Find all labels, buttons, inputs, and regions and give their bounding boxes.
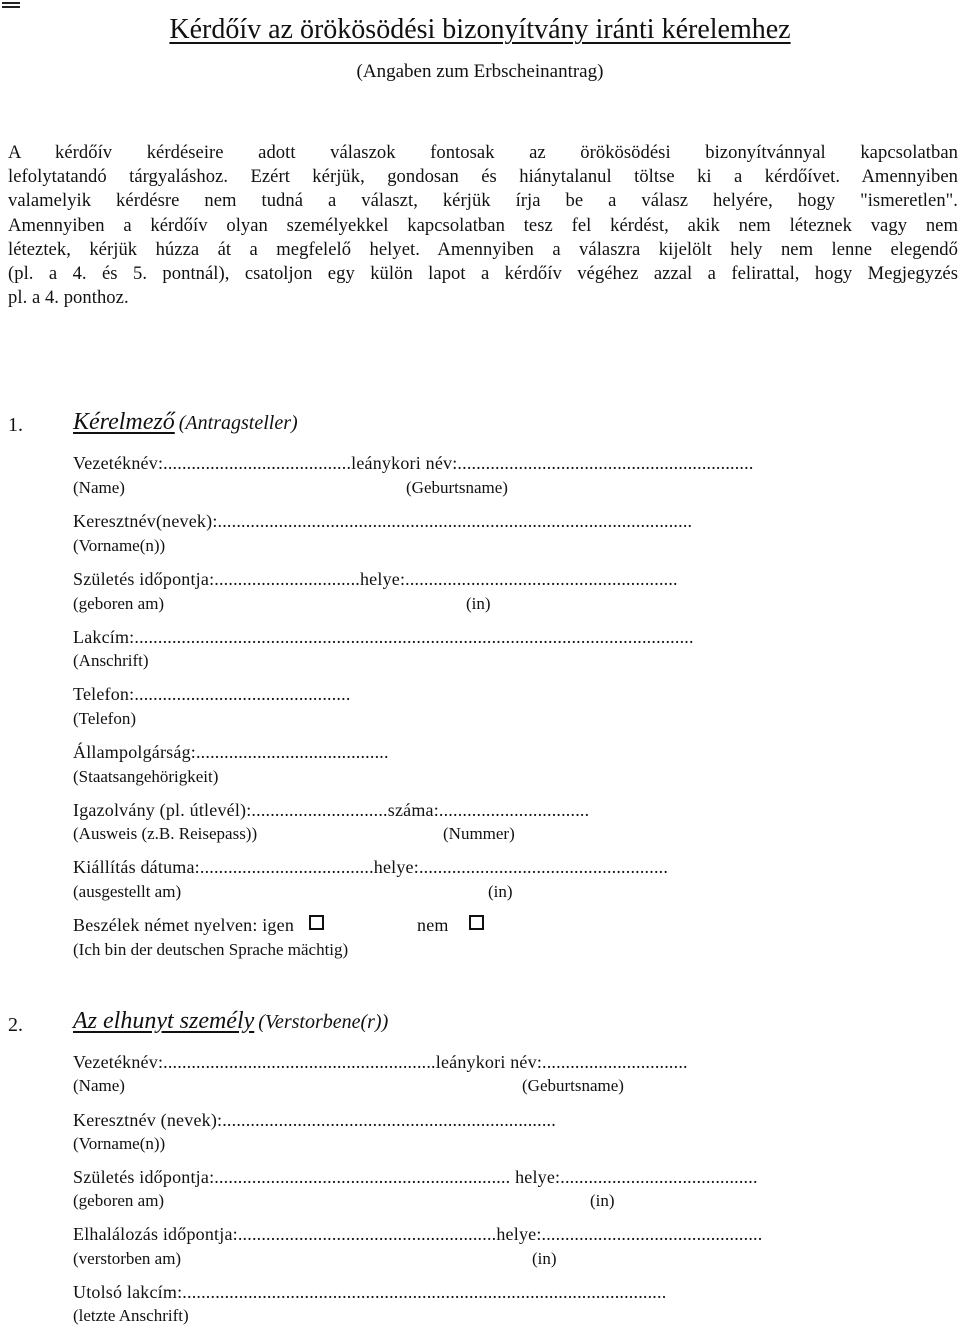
intro-line: léteztek, kérjük húzza át a megfelelő helyet. Amennyiben a válaszra kijelölt hely nem lenne elegendő: [8, 238, 958, 260]
intro-line: (pl. a 4. és 5. pontnál), csatoljon egy külön lapot a kérdőív végéhez azzal a felirattal, hogy Megjegyzés: [8, 263, 958, 285]
deceased-last-address-field[interactable]: Utolsó lakcím:.......................................................................................................: [73, 1282, 667, 1302]
german-language-label-de: (Ich bin der deutschen Sprache mächtig): [73, 940, 349, 959]
applicant-address-field[interactable]: Lakcím:.......................................................................................................................: [73, 627, 694, 647]
deceased-firstname-label-de: (Vorname(n)): [73, 1134, 166, 1153]
german-no-label: nem: [417, 915, 449, 935]
german-no-option: [417, 915, 484, 936]
applicant-phone-label-de: (Telefon): [73, 709, 136, 728]
applicant-id-number-label-de: (Nummer): [443, 824, 515, 843]
applicant-surname-field[interactable]: Vezetéknév:........................................leánykori név:...............................................................: [73, 453, 754, 473]
section-1-heading: [73, 409, 298, 436]
corner-mark: [2, 0, 20, 8]
deceased-birth-label-de: (geboren am): [73, 1191, 165, 1210]
german-yes-checkbox[interactable]: [309, 915, 324, 930]
section-2-title: Az elhunyt személy: [73, 1008, 255, 1034]
deceased-birthname-label-de: (Geburtsname): [522, 1076, 624, 1095]
intro-line: pl. a 4. ponthoz.: [8, 287, 129, 309]
intro-paragraph: [8, 141, 958, 310]
deceased-birth-field[interactable]: Születés időpontja:............................................................... helye:..........................................: [73, 1167, 758, 1187]
intro-line: lefolytatandó tárgyaláshoz. Ezért kérjük, gondosan és hiánytalanul töltse ki a kérdőívet. Amennyiben: [8, 166, 958, 188]
section-1-title-de: (Antragsteller): [178, 412, 298, 434]
deceased-deathplace-label-de: (in): [532, 1249, 557, 1268]
german-language-question: [73, 915, 324, 936]
applicant-issue-field[interactable]: Kiállítás dátuma:.....................................helye:.....................................................: [73, 857, 669, 877]
page-subtitle: (Angaben zum Erbscheinantrag): [356, 61, 604, 82]
intro-line: Amennyiben a kérdőív olyan személyekkel kapcsolatban tesz fel kérdést, akik nem léteznek vagy nem: [8, 214, 958, 236]
section-2-heading: [73, 1008, 388, 1035]
applicant-id-field[interactable]: Igazolvány (pl. útlevél):.............................száma:................................: [73, 800, 590, 820]
deceased-death-field[interactable]: Elhalálozás időpontja:.......................................................helye:...............................................: [73, 1224, 763, 1244]
deceased-birthplace-label-de: (in): [590, 1191, 615, 1210]
deceased-firstname-field[interactable]: Keresztnév (nevek):.......................................................................: [73, 1110, 556, 1130]
german-no-checkbox[interactable]: [469, 915, 484, 930]
intro-line: valamelyik kérdésre nem tudná a választ, kérjük írja be a válasz helyére, hogy "ismeretlen".: [8, 190, 958, 212]
german-yes-label: Beszélek német nyelven: igen: [73, 915, 295, 935]
applicant-phone-field[interactable]: Telefon:..............................................: [73, 684, 351, 704]
applicant-birth-label-de: (geboren am): [73, 594, 165, 613]
deceased-surname-field[interactable]: Vezetéknév:..........................................................leánykori név:...............................: [73, 1052, 688, 1072]
page-title: Kérdőív az örökösödési bizonyítvány iránti kérelemhez: [169, 14, 791, 45]
applicant-firstname-label-de: (Vorname(n)): [73, 536, 166, 555]
applicant-issue-label-de: (ausgestellt am): [73, 882, 182, 901]
applicant-birthplace-label-de: (in): [466, 594, 491, 613]
applicant-firstname-field[interactable]: Keresztnév(nevek):.....................................................................................................: [73, 511, 693, 531]
applicant-birth-field[interactable]: Születés időpontja:...............................helye:..........................................................: [73, 569, 678, 589]
deceased-death-label-de: (verstorben am): [73, 1249, 182, 1268]
applicant-citizenship-label-de: (Staatsangehörigkeit): [73, 767, 219, 786]
deceased-last-address-label-de: (letzte Anschrift): [73, 1306, 189, 1325]
applicant-address-label-de: (Anschrift): [73, 651, 149, 670]
section-2-title-de: (Verstorbene(r)): [258, 1011, 389, 1033]
intro-line: A kérdőív kérdéseire adott válaszok fontosak az örökösödési bizonyítvánnyal kapcsolatban: [8, 142, 958, 163]
applicant-issue-place-label-de: (in): [488, 882, 513, 901]
applicant-birthname-label-de: (Geburtsname): [406, 478, 508, 497]
section-1-number: 1.: [8, 414, 23, 436]
applicant-citizenship-field[interactable]: Állampolgárság:.........................................: [73, 742, 389, 762]
section-1-title: Kérelmező: [73, 409, 175, 435]
deceased-surname-label-de: (Name): [73, 1076, 125, 1095]
applicant-surname-label-de: (Name): [73, 478, 125, 497]
section-2-number: 2.: [8, 1014, 23, 1036]
applicant-id-label-de: (Ausweis (z.B. Reisepass)): [73, 824, 258, 843]
